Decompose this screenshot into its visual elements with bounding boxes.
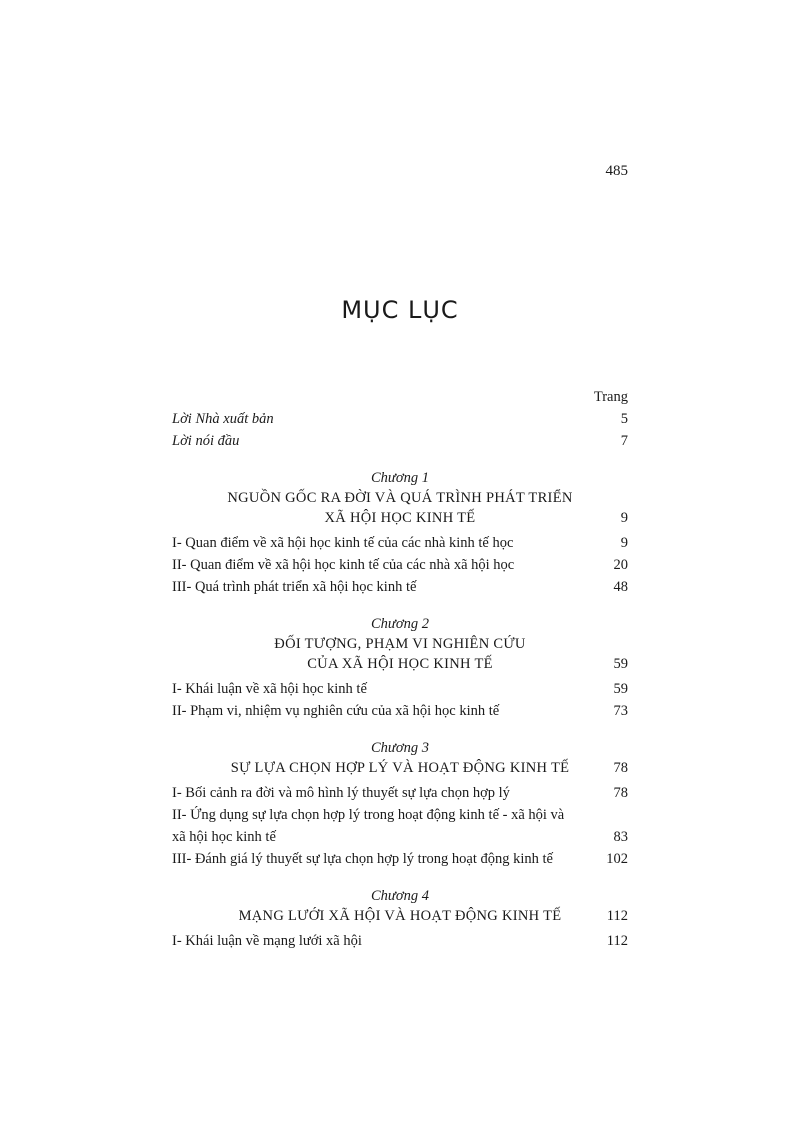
chapter-2-heading[interactable] (172, 615, 628, 674)
page-number: 485 (605, 163, 628, 179)
toc-entry-page: 59 (613, 681, 628, 697)
chapter-label: Chương 2 (371, 616, 429, 632)
chapter-page: 78 (613, 760, 628, 776)
chapter-page: 59 (613, 656, 628, 672)
chapter-title-line: CỦA XÃ HỘI HỌC KINH TẾ (307, 656, 493, 672)
toc-entry[interactable] (172, 782, 628, 804)
chapter-page: 9 (620, 510, 628, 526)
toc-entry-text (172, 804, 600, 848)
toc-entry-text: I- Bối cảnh ra đời và mô hình lý thuyết sự lựa chọn hợp lý (172, 785, 510, 801)
toc-entry-page: 102 (606, 851, 628, 867)
toc-entry-page: 83 (613, 829, 628, 845)
toc-entry-page: 112 (606, 933, 628, 949)
toc-entry-text: II- Phạm vi, nhiệm vụ nghiên cứu của xã hội học kinh tế (172, 703, 500, 719)
toc-entry-page: 73 (613, 703, 628, 719)
toc-entry-page: 20 (613, 557, 628, 573)
toc-entry[interactable] (172, 848, 628, 870)
chapter-label: Chương 1 (371, 470, 429, 486)
chapter-title-line: ĐỐI TƯỢNG, PHẠM VI NGHIÊN CỨU (274, 636, 526, 652)
toc-entry[interactable] (172, 532, 628, 554)
chapter-title-line: XÃ HỘI HỌC KINH TẾ (324, 510, 476, 526)
toc-entry-text-line-1: II- Ứng dụng sự lựa chọn hợp lý trong hoạt động kinh tế - xã hội và (172, 807, 565, 823)
toc-entry-text-line-2: xã hội học kinh tế (172, 829, 276, 845)
toc-entry[interactable] (172, 930, 628, 952)
table-of-contents (172, 386, 628, 952)
toc-entry-text: I- Khái luận về mạng lưới xã hội (172, 933, 362, 949)
chapter-4-heading[interactable] (172, 887, 628, 926)
chapter-label: Chương 4 (371, 888, 429, 904)
chapter-title-line: SỰ LỰA CHỌN HỢP LÝ VÀ HOẠT ĐỘNG KINH TẾ (230, 760, 570, 776)
chapter-title-line: MẠNG LƯỚI XÃ HỘI VÀ HOẠT ĐỘNG KINH TẾ (238, 908, 562, 924)
toc-entry-text: Lời Nhà xuất bản (172, 411, 274, 427)
toc-entry-page: 48 (613, 579, 628, 595)
toc-entry-publisher-note[interactable] (172, 408, 628, 430)
toc-entry-text: I- Khái luận về xã hội học kinh tế (172, 681, 367, 697)
toc-entry-text: III- Đánh giá lý thuyết sự lựa chọn hợp lý trong hoạt động kinh tế (172, 851, 553, 867)
toc-entry-page: 9 (620, 535, 628, 551)
page-title: MỤC LỤC (341, 296, 459, 324)
toc-entry-page: 7 (620, 433, 628, 449)
chapter-1-heading[interactable] (172, 469, 628, 528)
chapter-title-line: NGUỒN GỐC RA ĐỜI VÀ QUÁ TRÌNH PHÁT TRIỂN (227, 490, 573, 506)
page-column-header: Trang (593, 389, 628, 405)
toc-entry-page: 5 (620, 411, 628, 427)
toc-entry[interactable] (172, 678, 628, 700)
toc-entry-text: III- Quá trình phát triển xã hội học kinh tế (172, 579, 417, 595)
toc-entry-text: II- Quan điểm về xã hội học kinh tế của các nhà xã hội học (172, 557, 515, 573)
chapter-page: 112 (606, 908, 628, 924)
toc-entry-page: 78 (613, 785, 628, 801)
toc-entry[interactable] (172, 554, 628, 576)
chapter-label: Chương 3 (371, 740, 429, 756)
toc-entry[interactable] (172, 700, 628, 722)
toc-entry[interactable] (172, 804, 628, 848)
toc-entry-text: I- Quan điểm về xã hội học kinh tế của các nhà kinh tế học (172, 535, 514, 551)
toc-entry[interactable] (172, 576, 628, 598)
toc-entry-text: Lời nói đầu (172, 433, 240, 449)
chapter-3-heading[interactable] (172, 739, 628, 778)
toc-entry-preface[interactable] (172, 430, 628, 452)
